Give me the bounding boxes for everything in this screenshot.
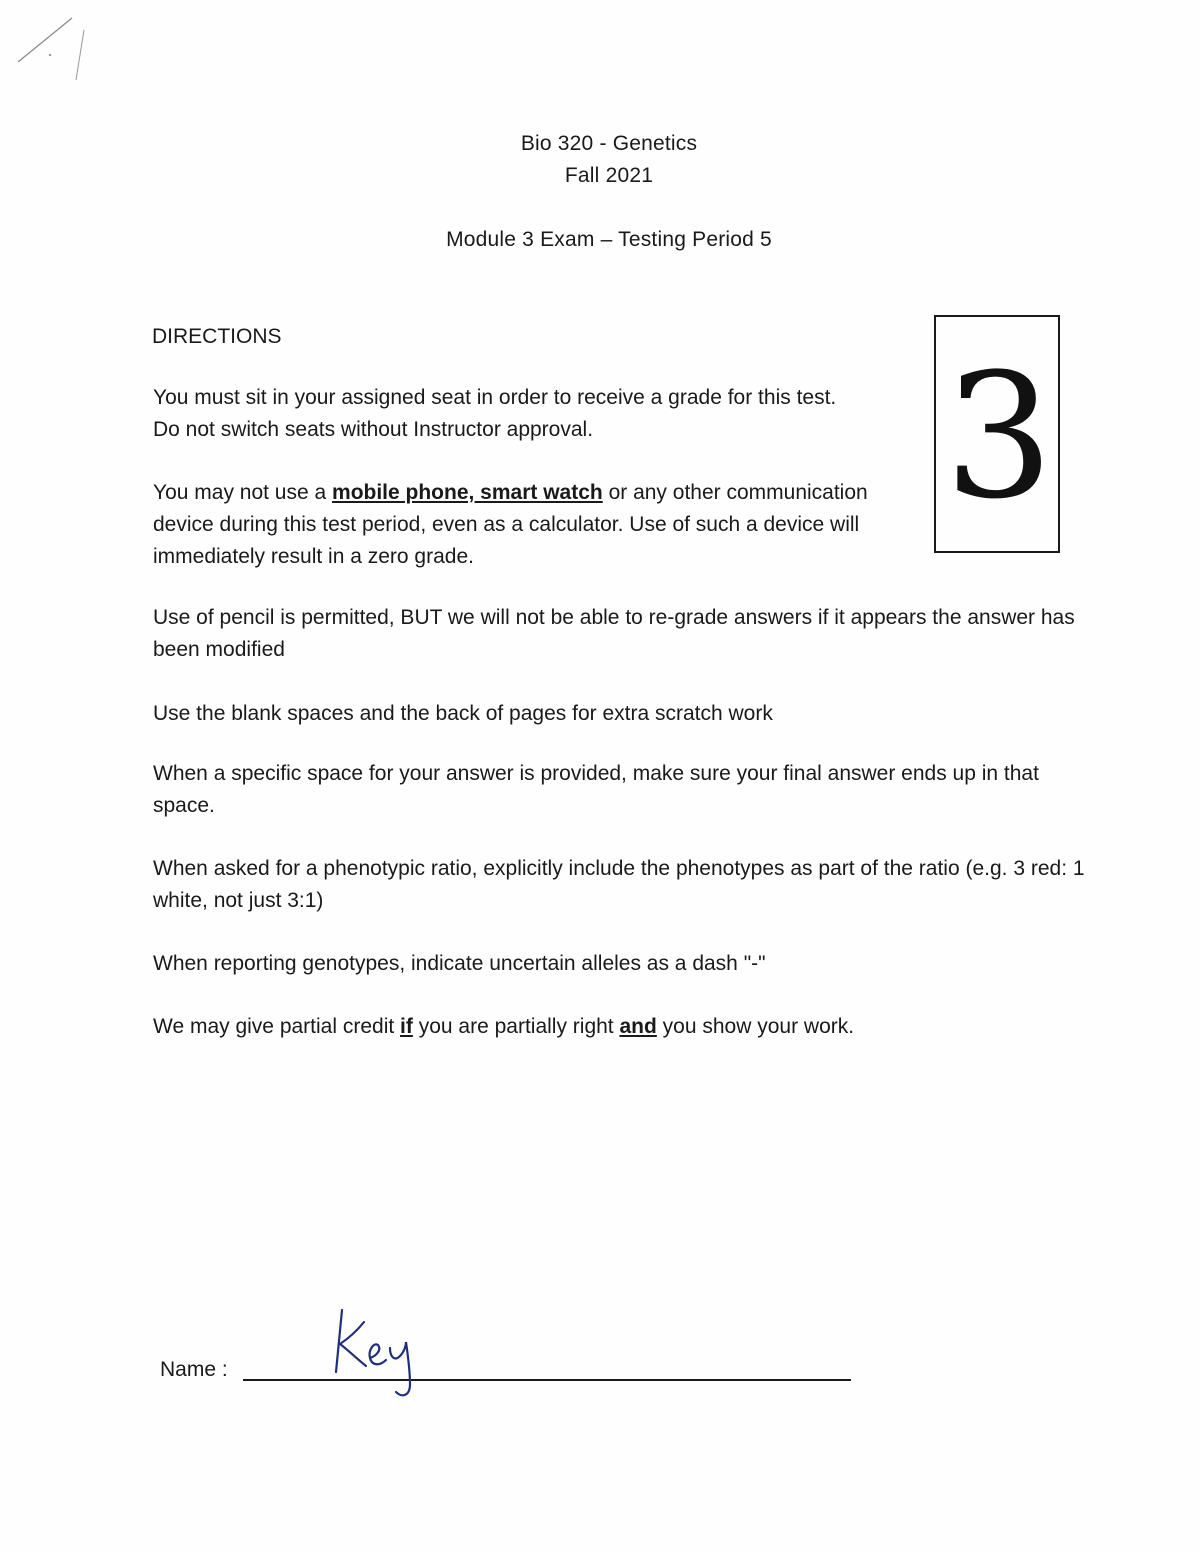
- device-policy: [153, 477, 913, 573]
- scratch-work-note: Use the blank spaces and the back of pages for extra scratch work: [153, 702, 773, 725]
- name-label: Name :: [160, 1358, 228, 1381]
- pencil-policy: Use of pencil is permitted, BUT we will not be able to re-grade answers if it appears the answer has been modified: [153, 606, 1075, 661]
- handwritten-name: [330, 1300, 430, 1400]
- seat-line-2: Do not switch seats without Instructor approval.: [153, 418, 594, 441]
- partial-credit-note: [153, 1011, 1083, 1043]
- term: Fall 2021: [564, 164, 654, 187]
- credit-middle: you are partially right: [412, 1015, 620, 1038]
- ratio-note: When asked for a phenotypic ratio, explicitly include the phenotypes as part of the ratio (e.g. 3 red: 1 white, not just 3:1): [153, 857, 1085, 912]
- credit-if: if: [400, 1015, 413, 1038]
- seat-line-1: You must sit in your assigned seat in order to receive a grade for this test.: [153, 386, 837, 409]
- credit-and: and: [619, 1015, 657, 1038]
- device-emphasis: mobile phone, smart watch: [332, 481, 603, 504]
- version-number: 3: [944, 336, 1054, 537]
- seat-instructions: [153, 382, 933, 446]
- exam-title: Module 3 Exam – Testing Period 5: [446, 228, 772, 251]
- version-box: [934, 315, 1060, 553]
- directions-heading: DIRECTIONS: [152, 325, 282, 348]
- credit-prefix: We may give partial credit: [153, 1015, 401, 1038]
- device-suffix: or any other communication device during this test period, even as a calculator. Use of such a device will immediately result in a zero grade.: [153, 481, 868, 568]
- pencil-mark: [10, 10, 100, 100]
- answer-space-note: When a specific space for your answer is provided, make sure your final answer ends up in that space.: [153, 762, 1039, 817]
- credit-suffix: you show your work.: [656, 1015, 855, 1038]
- course-title: Bio 320 - Genetics: [520, 132, 698, 155]
- genotype-note: When reporting genotypes, indicate uncertain alleles as a dash "-": [153, 952, 766, 975]
- device-prefix: You may not use a: [153, 481, 333, 504]
